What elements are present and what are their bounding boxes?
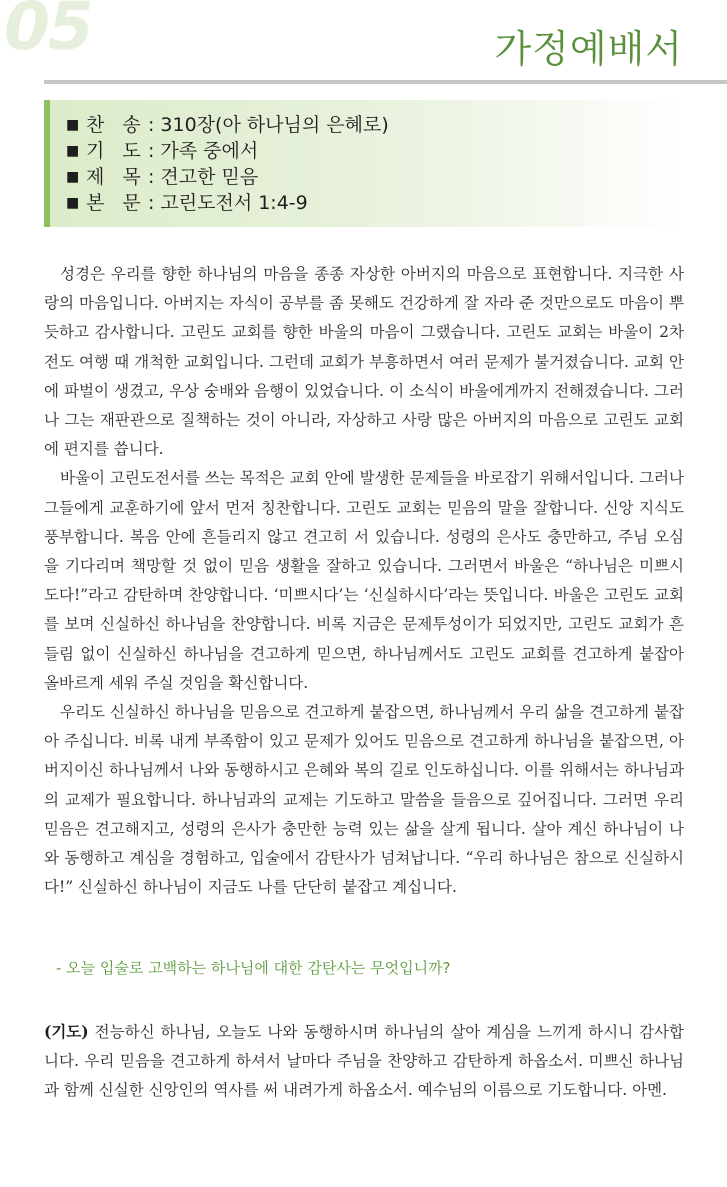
info-label: 본 문 [86,192,147,214]
info-label: 기 도 [86,140,147,162]
square-bullet-icon: ■ [66,195,80,211]
page-number: 05 [4,0,92,65]
info-value: 견고한 믿음 [160,166,259,188]
info-value: 고린도전서 1:4-9 [160,192,308,214]
worship-info-box [44,100,684,227]
info-label: 제 목 [86,166,147,188]
info-value: 310장(아 하나님의 은혜로) [160,114,389,136]
info-row-hymn [66,112,684,138]
title-divider [44,80,727,84]
square-bullet-icon: ■ [66,117,80,133]
square-bullet-icon: ■ [66,143,80,159]
info-colon: : [148,114,155,136]
sermon-body [44,260,684,902]
reflection-question: - 오늘 입술로 고백하는 하나님에 대한 감탄사는 무엇입니까? [56,959,451,977]
info-value: 가족 중에서 [160,140,259,162]
info-row-prayer [66,138,684,164]
info-colon: : [148,166,155,188]
closing-prayer [44,1017,684,1105]
info-colon: : [148,192,155,214]
info-colon: : [148,140,155,162]
info-label: 찬 송 [86,114,147,136]
body-paragraph: 우리도 신실하신 하나님을 믿음으로 견고하게 붙잡으면, 하나님께서 우리 삶을 견고하게 붙잡아 주십니다. 비록 내게 부족함이 있고 문제가 있어도 믿음으로 견고하게 하나님을 붙잡으면, 아버지이신 하나님께서 나와 동행하시고 은혜와 복의 길로 인도하십니다. 이를 위해서는 하나님과의 교제가 필요합니다. 하나님과의 교제는 기도하고 말씀을 들음으로 깊어집니다. 그러면 우리 믿음은 견고해지고, 성령의 은사가 충만한 능력 있는 삶을 살게 됩니다. 살아 계신 하나님이 나와 동행하고 계심을 경험하고, 입술에서 감탄사가 넘쳐납니다. “우리 하나님은 참으로 신실하시다!” 신실하신 하나님이 지금도 나를 단단히 붙잡고 계십니다. [44,703,684,897]
square-bullet-icon: ■ [66,169,80,185]
body-paragraph: 성경은 우리를 향한 하나님의 마음을 종종 자상한 아버지의 마음으로 표현합니다. 지극한 사랑의 마음입니다. 아버지는 자식이 공부를 좀 못해도 건강하게 잘 자라 준 것만으로도 마음이 뿌듯하고 감사합니다. 고린도 교회를 향한 바울의 마음이 그랬습니다. 고린도 교회는 바울이 2차 전도 여행 때 개척한 교회입니다. 그런데 교회가 부흥하면서 여러 문제가 불거졌습니다. 교회 안에 파벌이 생겼고, 우상 숭배와 음행이 있었습니다. 이 소식이 바울에게까지 전해졌습니다. 그러나 그는 재판관으로 질책하는 것이 아니라, 자상하고 사랑 많은 아버지의 마음으로 고린도 교회에 편지를 씁니다. [44,265,684,459]
info-row-scripture [66,190,684,216]
prayer-label: (기도) [44,1022,89,1041]
section-title: 가정예배서 [494,27,683,71]
info-row-title [66,164,684,190]
prayer-text: 전능하신 하나님, 오늘도 나와 동행하시며 하나님의 살아 계심을 느끼게 하시니 감사합니다. 우리 믿음을 견고하게 하셔서 날마다 주님을 찬양하고 감탄하게 하옵소서. 미쁘신 하나님과 함께 신실한 신앙인의 역사를 써 내려가게 하옵소서. 예수님의 이름으로 기도합니다. 아멘. [44,1023,684,1099]
body-paragraph: 바울이 고린도전서를 쓰는 목적은 교회 안에 발생한 문제들을 바로잡기 위해서입니다. 그러나 그들에게 교훈하기에 앞서 먼저 칭찬합니다. 고린도 교회는 믿음의 말을 잘합니다. 신앙 지식도 풍부합니다. 복음 안에 흔들리지 않고 견고히 서 있습니다. 성령의 은사도 충만하고, 주님 오심을 기다리며 책망할 것 없이 믿음 생활을 잘하고 있습니다. 그러면서 바울은 “하나님은 미쁘시도다!”라고 감탄하며 찬양합니다. ‘미쁘시다’는 ‘신실하시다’라는 뜻입니다. 바울은 고린도 교회를 보며 신실하신 하나님을 찬양합니다. 비록 지금은 문제투성이가 되었지만, 고린도 교회가 흔들림 없이 신실하신 하나님을 견고하게 믿으면, 하나님께서도 고린도 교회를 견고하게 붙잡아 올바르게 세워 주실 것임을 확신합니다. [44,469,684,692]
